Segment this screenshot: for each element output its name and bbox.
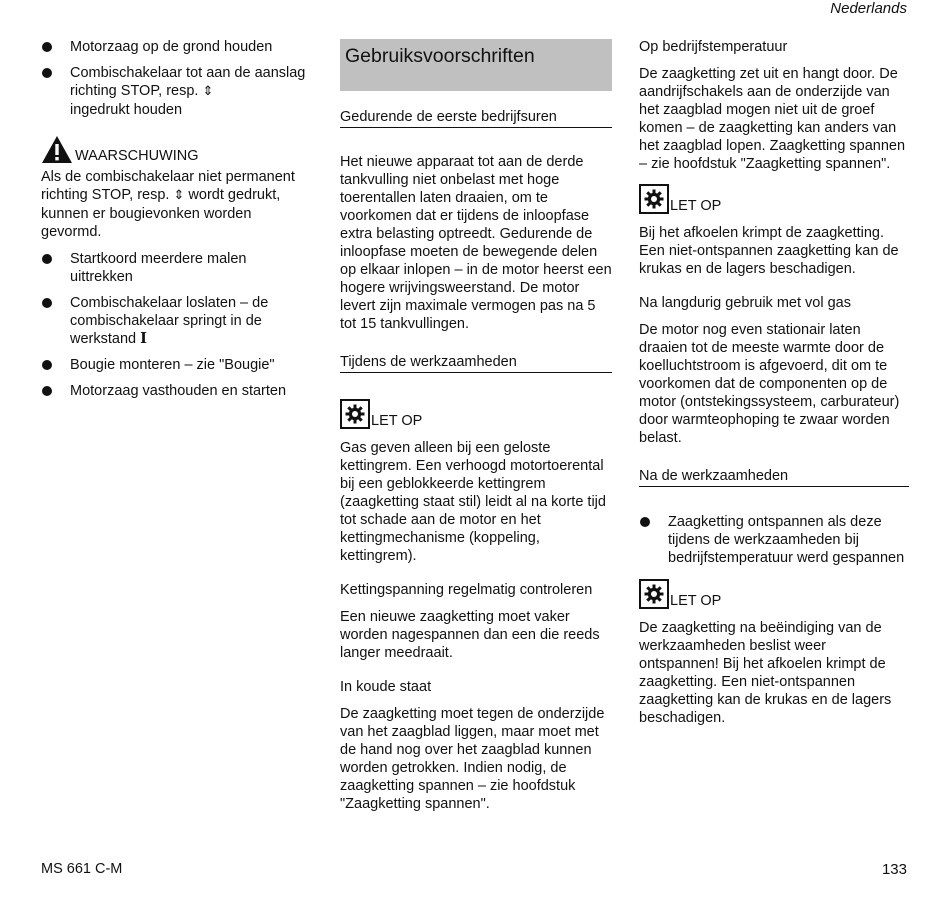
page-number: 133 [881,861,907,878]
bullet-list-top [41,38,311,119]
bullet-dot [42,42,52,52]
notice-title: LET OP [371,413,423,429]
gear-icon [639,579,669,609]
list-item: Combischakelaar loslaten – de combischakelaar springt in de werkstand I [41,294,311,348]
heading-cold-state: In koude staat [340,679,432,695]
switch-position-icon: ⇕ [202,84,214,99]
column-left [41,38,311,408]
warning-text: Als de combischakelaar niet permanent richting STOP, resp. ⇕ wordt gedrukt, kunnen er bougievonken worden gevormd. [41,169,295,240]
paragraph-cold-state: De zaagketting moet tegen de onderzijde van het zaagblad liggen, maar moet met de hand nog over het zaagblad kunnen worden getrokken. Indien nodig, de zaagketting spannen – zie hoofdstuk "Zaagketting spannen". [340,706,605,812]
notice-text: Gas geven alleen bij een geloste kettingrem. Een verhoogd motortoerental bij een geblokkeerde kettingrem (zaagketting staat stil) leidt al na korte tijd tot schade aan de motor en het kettingmechanisme (koppeling, kettingrem). [340,440,606,564]
language-header: Nederlands [830,0,907,17]
list-item: Motorzaag op de grond houden [41,38,311,56]
gear-icon [639,184,669,214]
heading-chain-tension: Kettingspanning regelmatig controleren [340,582,593,598]
heading-operating-temperature: Op bedrijfstemperatuur [639,39,788,55]
list-item: Combischakelaar tot aan de aanslag richting STOP, resp. ⇕ ingedrukt houden [41,64,311,119]
work-position-icon: I [140,330,147,347]
warning-title: WAARSCHUWING [75,148,199,164]
heading-after-work: Na de werkzaamheden [639,467,909,487]
bullet-list-after [639,513,909,567]
notice-text: De zaagketting na beëindiging van de werkzaamheden beslist weer ontspannen! Bij het afkoelen krimpt de zaagketting. Een niet-ontspannen zaagketting kan de krukas en de lagers beschadigen. [639,620,892,726]
notice-heading [340,399,612,429]
paragraph-full-throttle: De motor nog even stationair laten draaien tot de meeste warmte door de koelluchtstroom is afgevoerd, dit om te voorkomen dat de componenten op de motor (ontstekingssysteem, carburateur) door warmteophoping te zwaar worden belast. [639,322,900,446]
stop-label: STOP [120,83,159,99]
heading-full-throttle: Na langdurig gebruik met vol gas [639,295,851,311]
model-label: MS 661 C-M [41,861,123,877]
section-title: Gebruiksvoorschriften [340,39,612,91]
bullet-dot [42,254,52,264]
bullet-list-bottom [41,250,311,400]
stop-label: STOP [91,187,130,203]
notice-title: LET OP [670,198,722,214]
column-middle [340,38,612,813]
heading-during-work: Tijdens de werkzaamheden [340,353,612,373]
paragraph-first-hours: Het nieuwe apparaat tot aan de derde tankvulling niet onbelast met hoge toerentallen laten draaien, om te voorkomen dat er tijdens de inloopfase extra belasting optreedt. Gedurende de inloopfase moeten de bewegende delen op elkaar inlopen – in de motor heerst een hogere wrijvingsweerstand. De motor levert zijn maximale vermogen pas na 5 tot 15 tankvullingen. [340,154,612,332]
notice-text: Bij het afkoelen krimpt de zaagketting. Een niet-ontspannen zaagketting kan de krukas en de lagers beschadigen. [639,225,899,277]
list-item: Motorzaag vasthouden en starten [41,382,311,400]
warning-icon [41,135,73,164]
bullet-dot [42,360,52,370]
notice-title: LET OP [670,593,722,609]
notice-heading [639,184,909,214]
warning-heading [41,135,311,164]
notice-heading [639,579,909,609]
bullet-dot [42,386,52,396]
bullet-dot [42,68,52,78]
heading-first-hours: Gedurende de eerste bedrijfsuren [340,108,612,128]
bullet-dot [42,298,52,308]
list-item: Bougie monteren – zie "Bougie" [41,356,311,374]
list-item: Zaagketting ontspannen als deze tijdens de werkzaamheden bij bedrijfstemperatuur werd gespannen [639,513,909,567]
column-right [639,38,909,727]
bullet-dot [640,517,650,527]
list-item: Startkoord meerdere malen uittrekken [41,250,311,286]
switch-position-icon: ⇕ [173,188,185,203]
paragraph-operating-temperature: De zaagketting zet uit en hangt door. De aandrijfschakels aan de onderzijde van het zaagblad mogen niet uit de groef komen – de zaagketting kan anders van het zaagblad lopen. Zaagketting spannen – zie hoofdstuk "Zaagketting spannen". [639,66,906,172]
gear-icon [340,399,370,429]
paragraph-chain-tension: Een nieuwe zaagketting moet vaker worden nagespannen dan een die reeds langer meedraait. [340,609,600,661]
